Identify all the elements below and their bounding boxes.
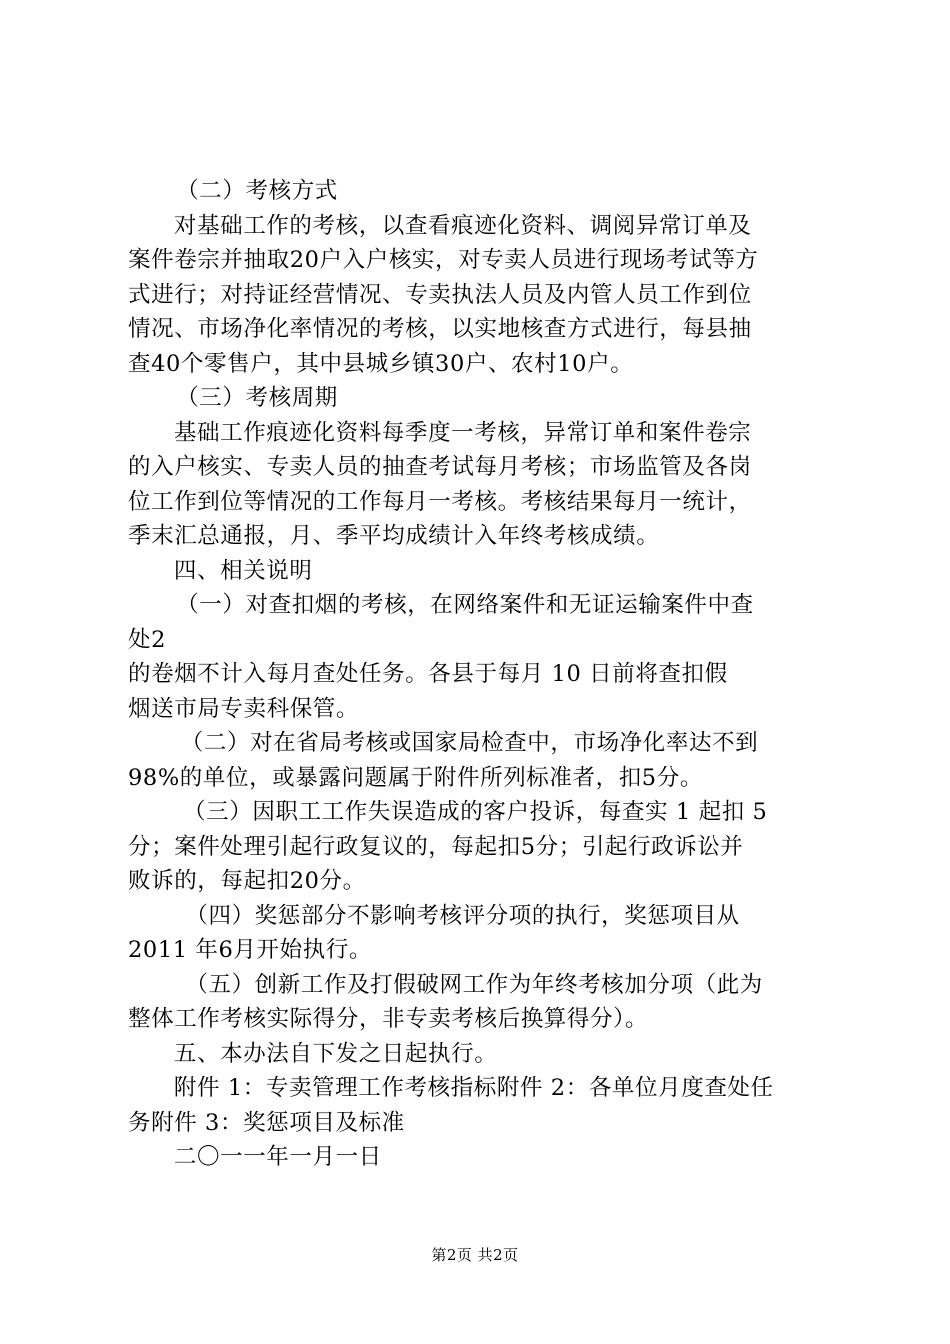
body-line: （二）对在省局考核或国家局检查中，市场净化率达不到 (180, 730, 759, 756)
body-line: 2011 年6月开始执行。 (128, 937, 373, 963)
body-line: 败诉的，每起扣20分。 (128, 868, 366, 894)
body-line: 附件 1：专卖管理工作考核指标附件 2：各单位月度查处任 (173, 1075, 774, 1101)
body-line: 位工作到位等情况的工作每月一考核。考核结果每月一统计， (128, 488, 752, 515)
document-body (128, 174, 834, 1175)
body-line: 二〇一一年一月一日 (173, 1144, 382, 1170)
body-line: 烟送市局专卖科保管。 (128, 695, 360, 722)
body-line: （五）创新工作及打假破网工作为年终考核加分项（此为 (185, 971, 763, 998)
page-footer: 第2页 共2页 (431, 1246, 519, 1264)
body-line: （一）对查扣烟的考核，在网络案件和无证运输案件中查 (176, 592, 754, 618)
body-line: 分；案件处理引起行政复议的，每起扣5分；引起行政诉讼并 (128, 833, 744, 860)
body-line: 的卷烟不计入每月查处任务。各县于每月 10 日前将查扣假 (128, 661, 728, 687)
body-line: 整体工作考核实际得分，非专卖考核后换算得分）。 (128, 1006, 649, 1032)
body-line: 查40个零售户，其中县城乡镇30户、农村10户。 (128, 350, 634, 377)
body-line: 98%的单位，或暴露问题属于附件所列标准者，扣5分。 (128, 764, 703, 791)
body-line: 情况、市场净化率情况的考核，以实地核查方式进行，每县抽 (128, 316, 752, 342)
body-line: 处2 (128, 626, 167, 653)
body-line: 务附件 3：奖惩项目及标准 (128, 1109, 405, 1136)
body-line: 基础工作痕迹化资料每季度一考核，异常订单和案件卷宗 (173, 419, 752, 446)
body-line: 季末汇总通报，月、季平均成绩计入年终考核成绩。 (128, 523, 660, 549)
body-line: 对基础工作的考核，以查看痕迹化资料、调阅异常订单及 (173, 212, 752, 239)
body-line: 的入户核实、专卖人员的抽查考试每月考核；市场监管及各岗 (128, 454, 752, 480)
body-line: 案件卷宗并抽取20户入户核实，对专卖人员进行现场考试等方 (128, 247, 759, 273)
body-line: （四）奖惩部分不影响考核评分项的执行，奖惩项目从 (185, 902, 740, 929)
body-line: （三）考核周期 (176, 385, 338, 411)
body-line: 五、本办法自下发之日起执行。 (173, 1040, 498, 1067)
body-line: （三）因职工工作失误造成的客户投诉，每查实 1 起扣 5 (183, 799, 768, 825)
body-line: 式进行；对持证经营情况、专卖执法人员及内管人员工作到位 (128, 281, 752, 308)
body-line: 四、相关说明 (173, 557, 313, 584)
body-line: （二）考核方式 (176, 178, 338, 204)
